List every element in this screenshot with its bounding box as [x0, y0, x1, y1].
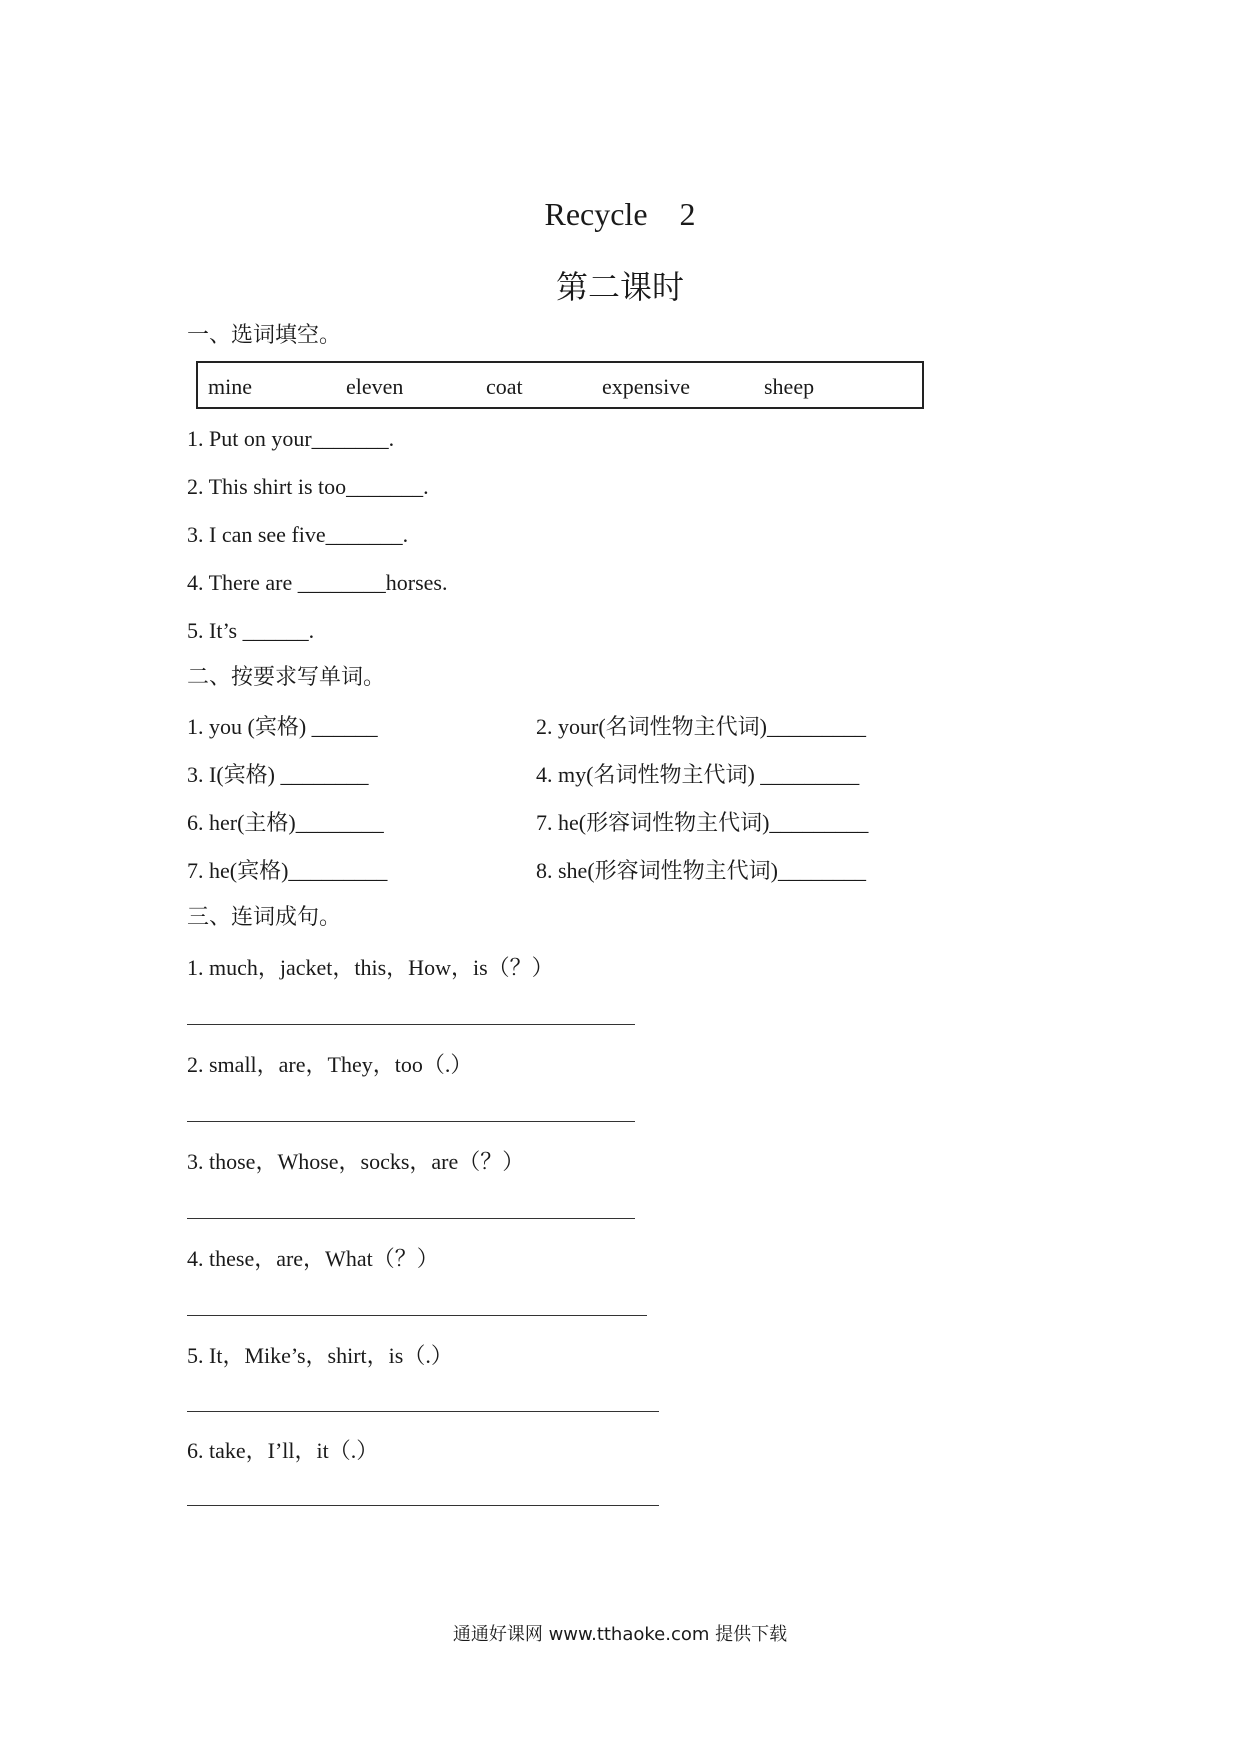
word-bank-item: sheep: [764, 374, 815, 399]
page-subtitle: 第二课时: [555, 268, 684, 306]
word-bank-item: mine: [208, 374, 252, 399]
word-bank-item: coat: [486, 374, 523, 399]
word-bank-item: expensive: [602, 374, 690, 399]
sentence-item: 1. much，jacket，this，How，is（？）: [187, 955, 554, 980]
footer-source: 通通好课网 www.tthaoke.com 提供下载: [452, 1624, 788, 1645]
sentence-item: 2. small，are，They，too（.）: [187, 1052, 473, 1077]
fill-blank-item: 1. Put on your_______.: [187, 426, 395, 451]
word-bank-item: eleven: [346, 374, 404, 399]
word-form-item: 6. her(主格)________: [187, 810, 384, 835]
section3-heading: 三、连词成句。: [187, 905, 342, 930]
fill-blank-item: 3. I can see five_______.: [187, 522, 409, 547]
word-bank-box: [196, 361, 924, 409]
sentence-item: 3. those，Whose，socks，are（？）: [187, 1149, 525, 1174]
word-form-item: 2. your(名词性物主代词)_________: [536, 714, 866, 739]
word-form-item: 8. she(形容词性物主代词)________: [536, 858, 866, 883]
word-form-item: 4. my(名词性物主代词) _________: [536, 762, 860, 787]
sentence-item: 6. take，I’ll，it（.）: [187, 1438, 379, 1463]
fill-blank-item: 5. It’s ______.: [187, 618, 315, 643]
answer-line[interactable]: [187, 1024, 635, 1025]
fill-blank-item: 4. There are ________horses.: [187, 570, 448, 595]
answer-line[interactable]: [187, 1411, 659, 1412]
page-title: Recycle 2: [544, 196, 696, 232]
fill-blank-item: 2. This shirt is too_______.: [187, 474, 429, 499]
word-form-item: 7. he(形容词性物主代词)_________: [536, 810, 869, 835]
answer-line[interactable]: [187, 1121, 635, 1122]
section1-heading: 一、选词填空。: [187, 323, 342, 348]
answer-line[interactable]: [187, 1315, 647, 1316]
sentence-item: 4. these，are，What（？）: [187, 1246, 439, 1271]
word-form-item: 3. I(宾格) ________: [187, 762, 369, 787]
word-form-item: 1. you (宾格) ______: [187, 714, 378, 739]
section2-heading: 二、按要求写单词。: [187, 665, 386, 690]
answer-line[interactable]: [187, 1218, 635, 1219]
answer-line[interactable]: [187, 1505, 659, 1506]
sentence-item: 5. It，Mike’s，shirt，is（.）: [187, 1343, 453, 1368]
word-form-item: 7. he(宾格)_________: [187, 858, 388, 883]
